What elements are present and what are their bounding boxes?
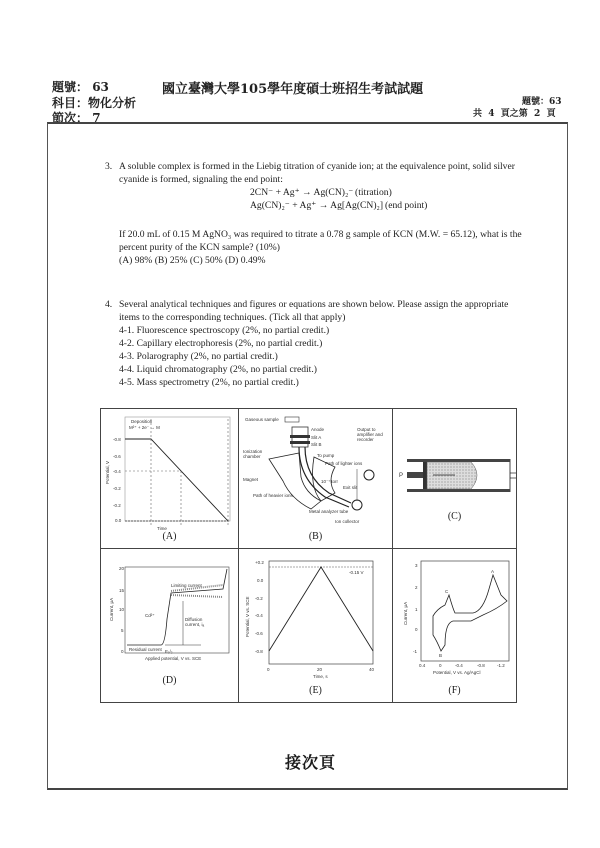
exam-title: 國立臺灣大學105學年度碩士班招生考試試題 bbox=[162, 82, 424, 97]
question-4-item: 4-4. Liquid chromatography (2%, no partial credit.) bbox=[119, 364, 317, 375]
svg-text:Metal analyzer tube: Metal analyzer tube bbox=[309, 509, 349, 514]
svg-text:2: 2 bbox=[415, 585, 418, 590]
svg-text:-0.6: -0.6 bbox=[113, 454, 121, 459]
right-question-number: 題號：63 bbox=[522, 97, 562, 107]
svg-text:Exit slit: Exit slit bbox=[343, 485, 358, 490]
session: 7 bbox=[92, 111, 101, 125]
svg-text:0.0: 0.0 bbox=[257, 578, 264, 583]
question-3-body1: If 20.0 mL of 0.15 M AgNO₃ was required to titrate a 0.78 g sample of KCN (M.W. = 65.12), what is the bbox=[119, 229, 522, 240]
svg-text:Residual current: Residual current bbox=[129, 647, 162, 652]
svg-text:5: 5 bbox=[121, 628, 124, 633]
figure-d-polarogram bbox=[101, 549, 239, 679]
question-3-number: 3. bbox=[105, 161, 113, 172]
svg-text:Time, s: Time, s bbox=[313, 674, 328, 679]
svg-text:0: 0 bbox=[267, 667, 270, 672]
subject: 物化分析 bbox=[88, 96, 137, 110]
svg-text:current, iₐ: current, iₐ bbox=[185, 622, 205, 627]
svg-text:15: 15 bbox=[119, 588, 125, 593]
svg-text:3: 3 bbox=[415, 563, 418, 568]
session-line: 節次： 7 bbox=[52, 111, 101, 125]
figure-e-caption: (E) bbox=[309, 685, 322, 696]
figure-f bbox=[393, 549, 516, 702]
svg-text:10: 10 bbox=[119, 607, 125, 612]
svg-text:-0.15 V: -0.15 V bbox=[349, 570, 364, 575]
question-3-line2: cyanide is formed, signaling the end point: bbox=[119, 174, 283, 185]
svg-text:Gaseous sample: Gaseous sample bbox=[245, 417, 279, 422]
question-4-number: 4. bbox=[105, 299, 113, 310]
figure-a-graph bbox=[101, 409, 239, 534]
svg-text:-1.2: -1.2 bbox=[497, 663, 505, 668]
svg-text:Slit A: Slit A bbox=[311, 435, 322, 440]
page-info: 共 4 頁之第 2 頁 bbox=[473, 109, 556, 119]
svg-text:To pump: To pump bbox=[317, 453, 335, 458]
question-3-text bbox=[119, 160, 519, 186]
figure-a bbox=[101, 409, 239, 549]
continue-next-page: 接次頁 bbox=[285, 753, 337, 772]
svg-text:0: 0 bbox=[415, 627, 418, 632]
svg-text:-0.8: -0.8 bbox=[255, 649, 263, 654]
svg-text:Path of heavier ions: Path of heavier ions bbox=[253, 493, 293, 498]
figure-a-caption: (A) bbox=[162, 531, 177, 542]
figure-b-mass-spectrometer-diagram bbox=[239, 409, 393, 534]
question-4-item: 4-1. Fluorescence spectroscopy (2%, no partial credit.) bbox=[119, 325, 330, 336]
question-number-label: 題號： 63 bbox=[52, 80, 109, 94]
figure-b-caption: (B) bbox=[308, 531, 323, 542]
svg-text:-0.2: -0.2 bbox=[113, 486, 121, 491]
svg-text:0: 0 bbox=[121, 649, 124, 654]
svg-text:-1: -1 bbox=[413, 649, 418, 654]
svg-text:Current, μA: Current, μA bbox=[109, 597, 114, 621]
svg-text:Ion collector: Ion collector bbox=[335, 519, 360, 524]
svg-text:-0.2: -0.2 bbox=[113, 503, 121, 508]
svg-text:M²⁺ + 2e⁻ → M: M²⁺ + 2e⁻ → M bbox=[129, 425, 160, 430]
svg-text:-0.2: -0.2 bbox=[255, 596, 263, 601]
svg-text:amplifier and: amplifier and bbox=[357, 432, 383, 437]
figure-d bbox=[101, 549, 239, 702]
svg-text:-0.4: -0.4 bbox=[455, 663, 463, 668]
svg-text:Time: Time bbox=[157, 526, 167, 531]
svg-text:P: P bbox=[399, 473, 404, 479]
question-4-line2: items to the corresponding techniques. (Tick all that apply) bbox=[119, 312, 346, 323]
svg-text:Anode: Anode bbox=[311, 427, 325, 432]
svg-text:40: 40 bbox=[369, 667, 375, 672]
question-4-item: 4-3. Polarography (2%, no partial credit.) bbox=[119, 351, 278, 362]
figure-e-triangular-waveform bbox=[239, 549, 393, 684]
svg-text:recorder: recorder bbox=[357, 437, 374, 442]
svg-text:Slit B: Slit B bbox=[311, 442, 322, 447]
svg-text:Path of lighter ions: Path of lighter ions bbox=[325, 461, 363, 466]
svg-text:-0.4: -0.4 bbox=[113, 469, 121, 474]
svg-text:Potential, V vs. SCE: Potential, V vs. SCE bbox=[245, 596, 250, 637]
svg-text:1: 1 bbox=[415, 607, 418, 612]
equation-1: 2CN⁻ + Ag⁺ → Ag(CN)₂⁻ bbox=[250, 187, 354, 198]
question-4-line1: Several analytical techniques and figures or equations are shown below. Please assign the appropriate bbox=[119, 299, 509, 310]
svg-text:Potential, V: Potential, V bbox=[105, 460, 110, 484]
svg-text:Output to: Output to bbox=[357, 427, 376, 432]
svg-text:C: C bbox=[445, 589, 449, 594]
question-3-line1: A soluble complex is formed in the Liebig titration of cyanide ion; at the equivalence point, solid silver bbox=[119, 161, 515, 172]
svg-text:Diffusion: Diffusion bbox=[185, 617, 203, 622]
svg-text:0.4: 0.4 bbox=[419, 663, 426, 668]
question-3-body bbox=[119, 228, 539, 267]
svg-text:A: A bbox=[491, 569, 495, 574]
svg-text:-0.4: -0.4 bbox=[255, 613, 263, 618]
figure-f-caption: (F) bbox=[448, 685, 461, 696]
svg-text:Potential, V vs. Ag/AgCl: Potential, V vs. Ag/AgCl bbox=[433, 670, 481, 675]
svg-text:0: 0 bbox=[439, 663, 442, 668]
figure-d-caption: (D) bbox=[162, 675, 177, 686]
figure-b bbox=[239, 409, 393, 549]
equation-1-note: (titration) bbox=[355, 187, 392, 198]
equation-2-note: (end point) bbox=[385, 200, 428, 211]
svg-text:Current, μA: Current, μA bbox=[403, 601, 408, 625]
figure-c-caption: (C) bbox=[447, 511, 462, 522]
svg-text:20: 20 bbox=[119, 566, 125, 571]
figure-e bbox=[239, 549, 393, 702]
figure-grid bbox=[100, 408, 517, 703]
svg-text:E₁/₂: E₁/₂ bbox=[165, 649, 173, 654]
question-4-item: 4-5. Mass spectrometry (2%, no partial credit.) bbox=[119, 377, 299, 388]
figure-c bbox=[393, 409, 516, 549]
question-4-item: 4-2. Capillary electrophoresis (2%, no partial credit.) bbox=[119, 338, 323, 349]
svg-text:Ionization: Ionization bbox=[243, 449, 263, 454]
svg-text:Cd²⁺: Cd²⁺ bbox=[145, 613, 155, 618]
svg-text:10⁻⁷ torr: 10⁻⁷ torr bbox=[321, 479, 339, 484]
svg-text:chamber: chamber bbox=[243, 454, 261, 459]
equation-2: Ag(CN)₂⁻ + Ag⁺ → Ag[Ag(CN)₂] bbox=[250, 200, 384, 211]
svg-text:0.0: 0.0 bbox=[115, 518, 122, 523]
svg-text:-0.6: -0.6 bbox=[255, 631, 263, 636]
svg-text:Applied potential, V vs. SCE: Applied potential, V vs. SCE bbox=[145, 656, 202, 661]
svg-text:B: B bbox=[439, 653, 443, 658]
question-number: 63 bbox=[92, 80, 109, 94]
question-4-text bbox=[119, 298, 539, 389]
svg-text:+0.2: +0.2 bbox=[255, 560, 264, 565]
svg-text:Deposition: Deposition bbox=[131, 419, 153, 424]
svg-text:Limiting current: Limiting current bbox=[171, 583, 202, 588]
question-3-options: (A) 98% (B) 25% (C) 50% (D) 0.49% bbox=[119, 255, 266, 266]
svg-text:20: 20 bbox=[317, 667, 323, 672]
question-3-body2: percent purity of the KCN sample? (10%) bbox=[119, 242, 280, 253]
svg-text:-0.8: -0.8 bbox=[113, 437, 121, 442]
figure-f-cyclic-voltammogram bbox=[393, 549, 516, 684]
svg-text:Magnet: Magnet bbox=[243, 477, 259, 482]
subject-line: 科目：物化分析 bbox=[52, 96, 137, 110]
svg-text:-0.8: -0.8 bbox=[477, 663, 485, 668]
